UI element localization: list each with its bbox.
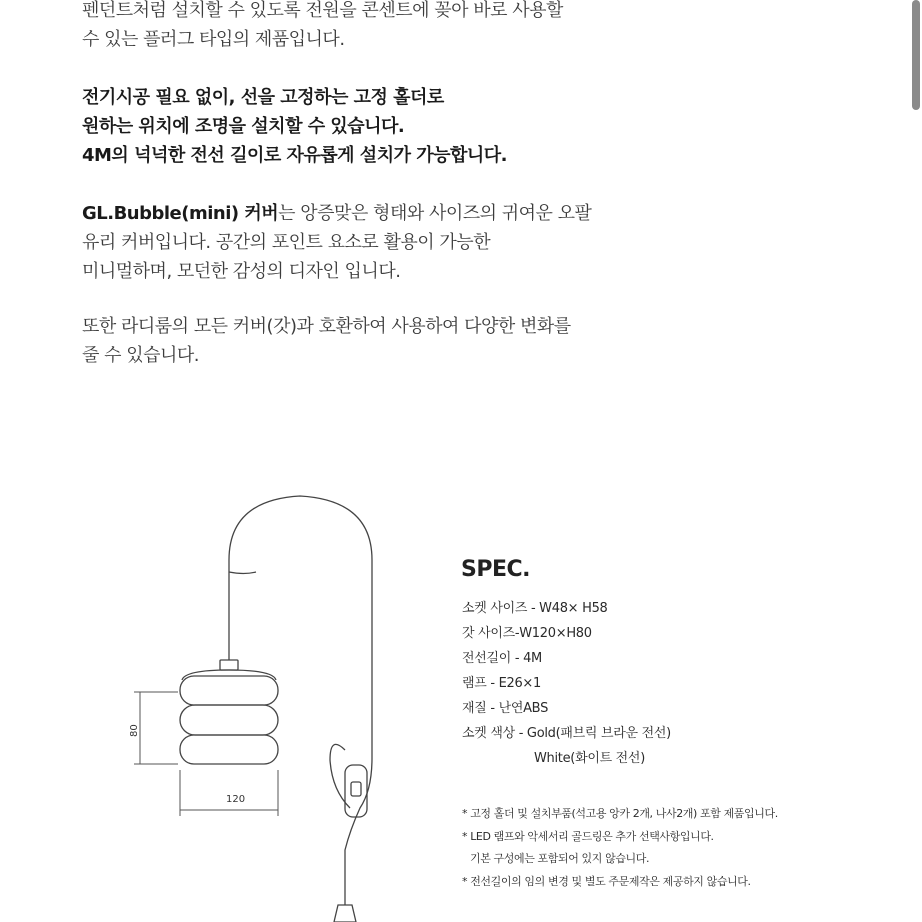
- spec-item: 소켓 사이즈 - W48× H58: [462, 601, 608, 616]
- intro-line: 수 있는 플러그 타입의 제품입니다.: [82, 29, 345, 50]
- note-continuation: 기본 구성에는 포함되어 있지 않습니다.: [470, 852, 650, 865]
- spec-item: 소켓 색상 - Gold(패브릭 브라운 전선): [462, 726, 671, 741]
- vertical-scrollbar[interactable]: [912, 0, 920, 110]
- spec-item: 재질 - 난연ABS: [462, 701, 549, 716]
- cord-return: [330, 744, 350, 808]
- lamp-cap: [182, 670, 276, 680]
- width-dimension-label: 120: [226, 794, 246, 805]
- features-line: 전기시공 필요 없이, 선을 고정하는 고정 홀더로: [82, 87, 444, 108]
- cover-line: 유리 커버입니다. 공간의 포인트 요소로 활용이 가능한: [82, 232, 491, 253]
- cover-product-name: GL.Bubble(mini) 커버: [82, 203, 279, 224]
- holder-arch: [229, 496, 372, 758]
- compat-line: 줄 수 있습니다.: [82, 345, 199, 366]
- spec-notes: [462, 803, 778, 893]
- bubble-ring-middle: [180, 705, 278, 735]
- note: * LED 램프와 악세서리 골드링은 추가 선택사항입니다.: [462, 829, 714, 843]
- features-line: 4M의 넉넉한 전선 길이로 자유롭게 설치가 가능합니다.: [82, 145, 508, 166]
- note: * 고정 홀더 및 설치부품(석고용 앙카 2개, 나사2개) 포함 제품입니다.: [462, 807, 778, 820]
- note: * 전선길이의 임의 변경 및 별도 주문제작은 제공하지 않습니다.: [462, 874, 751, 888]
- compat-line: 또한 라디룸의 모든 커버(갓)과 호환하여 사용하여 다양한 변화를: [82, 316, 571, 337]
- switch-button: [351, 782, 361, 796]
- socket: [220, 660, 238, 670]
- spec-item: 갓 사이즈-W120×H80: [462, 626, 592, 641]
- intro-line: 펜던트처럼 설치할 수 있도록 전원을 콘센트에 꽂아 바로 사용할: [82, 0, 563, 21]
- bubble-ring-bottom: [180, 735, 278, 764]
- spec-list: [462, 596, 671, 771]
- height-dimension-label: 80: [129, 724, 140, 737]
- cord-switch: [345, 765, 367, 817]
- wire-hook: [229, 572, 256, 574]
- cover-line: 미니멀하며, 모던한 감성의 디자인 입니다.: [82, 261, 401, 282]
- features-line: 원하는 위치에 조명을 설치할 수 있습니다.: [82, 116, 405, 137]
- spec-item: 전선길이 - 4M: [462, 651, 542, 666]
- bubble-ring-top: [180, 676, 278, 705]
- plug: [334, 905, 356, 922]
- spec-title: SPEC.: [461, 557, 530, 582]
- spec-item: 램프 - E26×1: [462, 676, 541, 691]
- cord-loop: [345, 758, 372, 905]
- spec-item-continuation: White(화이트 전선): [534, 751, 645, 766]
- cover-line-rest: 는 앙증맞은 형태와 사이즈의 귀여운 오팔: [278, 203, 592, 224]
